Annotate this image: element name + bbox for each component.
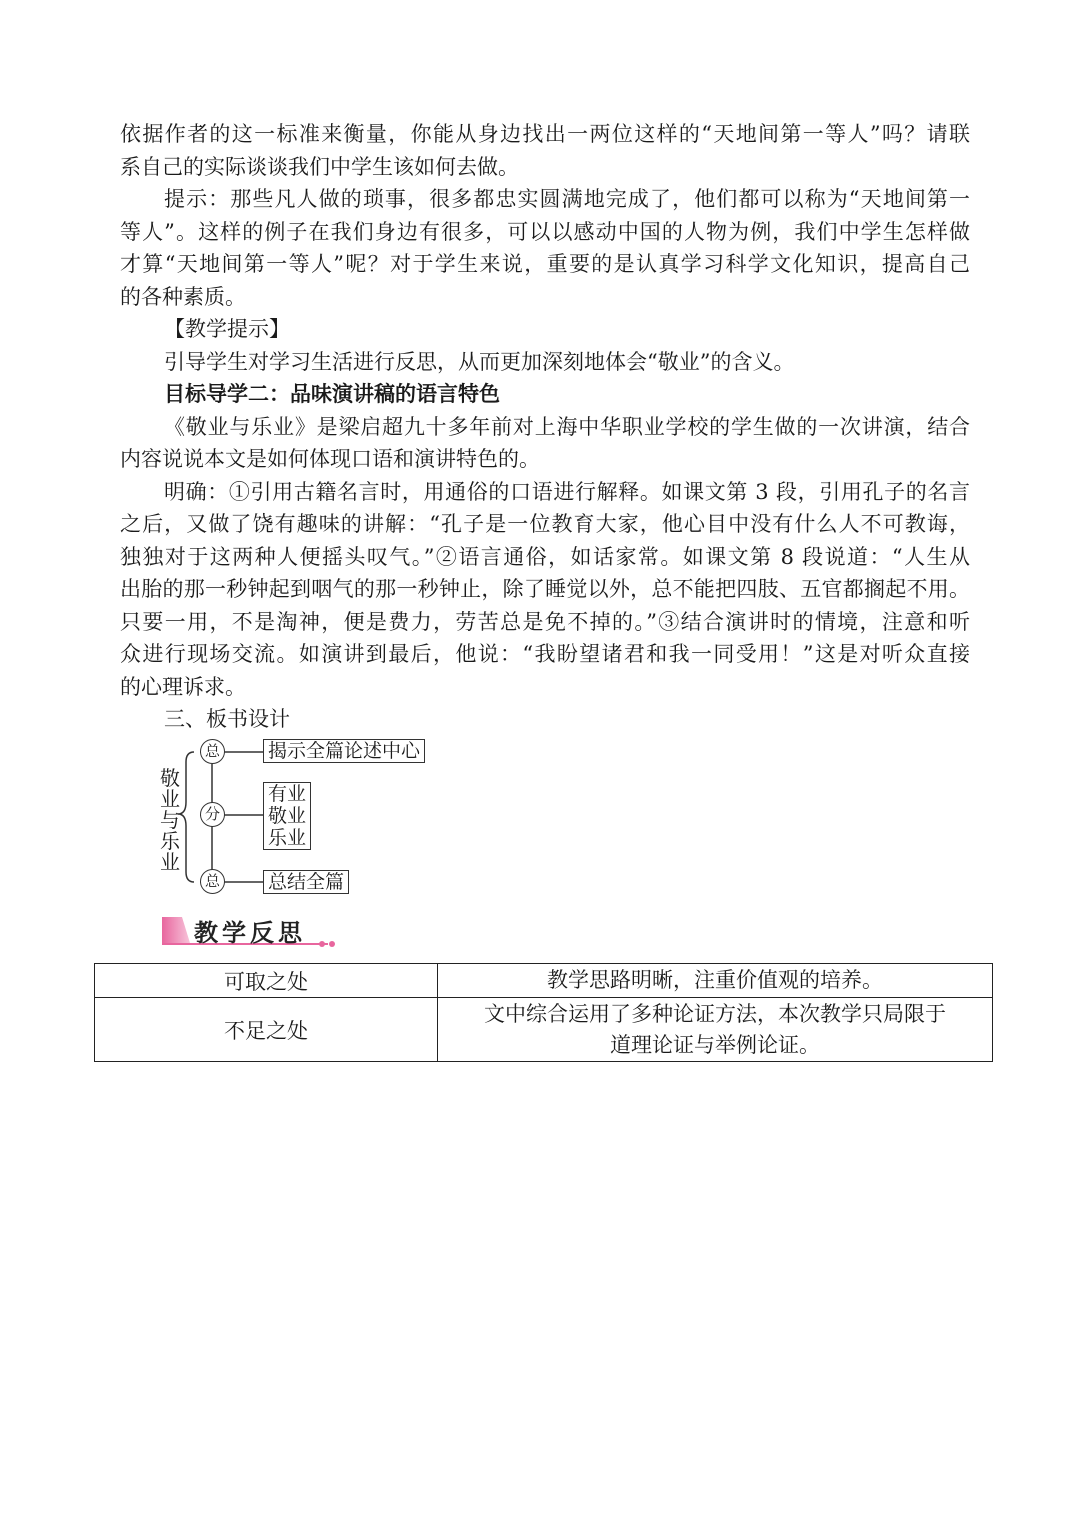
paragraph-line: 明确：①引用古籍名言时，用通俗的口语进行解释。如课文第 3 段，引用孔子的名言 [164,479,970,504]
paragraph-line: 出胎的那一秒钟起到咽气的那一秒钟止，除了睡觉以外，总不能把四肢、五官都搁起不用。 [120,577,970,601]
paragraph-line: 系自己的实际谈谈我们中学生该如何去做。 [120,154,519,179]
row-value-line: 文中综合运用了多种论证方法，本次教学只局限于 [484,1001,946,1026]
paragraph-line: 《敬业与乐业》是梁启超九十多年前对上海中华职业学校的学生做的一次讲演，结合 [164,414,970,439]
board-box-summary: 总结全篇 [263,870,349,894]
board-part-item: 乐业 [268,827,307,849]
paragraph-line: 引导学生对学习生活进行反思，从而更加深刻地体会“敬业”的含义。 [164,349,795,374]
row-value: 教学思路明晰，注重价值观的培养。 [438,964,993,998]
reflection-table [94,963,993,1062]
board-node-part: 分 [200,802,225,827]
board-design-diagram [160,736,450,898]
row-value-line: 道理论证与举例论证。 [610,1032,820,1057]
row-label: 不足之处 [95,998,438,1062]
reflection-title: 教学反思 [194,919,306,947]
board-part-item: 有业 [268,783,307,805]
paragraph-line: 只要一用，不是淘神，便是费力，劳苦总是免不掉的。”③结合演讲时的情境，注意和听 [120,609,970,634]
section-label: 【教学提示】 [164,317,290,341]
paragraph-line: 等人”。这样的例子在我们身边有很多，可以以感动中国的人物为例，我们中学生怎样做 [120,219,970,244]
board-part-item: 敬业 [268,805,307,827]
board-node-total: 总 [200,739,225,764]
paragraph-line: 才算“天地间第一等人”呢？对于学生来说，重要的是认真学习科学文化知识，提高自己 [120,252,970,276]
document-body [120,118,970,736]
paragraph-line: 内容说说本文是如何体现口语和演讲特色的。 [120,447,540,471]
paragraph-line: 众进行现场交流。如演讲到最后，他说：“我盼望诸君和我一同受用！”这是对听众直接 [120,642,970,666]
board-topic: 敬业与乐业 [160,766,180,874]
table-row [95,998,993,1062]
paragraph-line: 的心理诉求。 [120,674,246,699]
section-heading: 目标导学二：品味演讲稿的语言特色 [164,382,500,406]
section-heading: 三、板书设计 [164,707,290,731]
table-row [95,964,993,998]
board-box-parts [263,782,311,850]
row-value [438,998,993,1062]
reflection-header [160,911,340,949]
paragraph-line: 的各种素质。 [120,284,246,309]
row-label: 可取之处 [95,964,438,998]
board-node-total: 总 [200,869,225,894]
board-box-thesis: 揭示全篇论述中心 [263,739,425,763]
paragraph-line: 依据作者的这一标准来衡量，你能从身边找出一两位这样的“天地间第一等人”吗？请联 [120,122,970,146]
paragraph-line: 独独对于这两种人便摇头叹气。”②语言通俗，如话家常。如课文第 8 段说道：“人生从 [120,544,970,569]
paragraph-line: 之后，又做了饶有趣味的讲解：“孔子是一位教育大家，他心目中没有什么人不可教诲， [120,512,970,536]
paragraph-line: 提示：那些凡人做的琐事，很多都忠实圆满地完成了，他们都可以称为“天地间第一 [164,187,970,211]
